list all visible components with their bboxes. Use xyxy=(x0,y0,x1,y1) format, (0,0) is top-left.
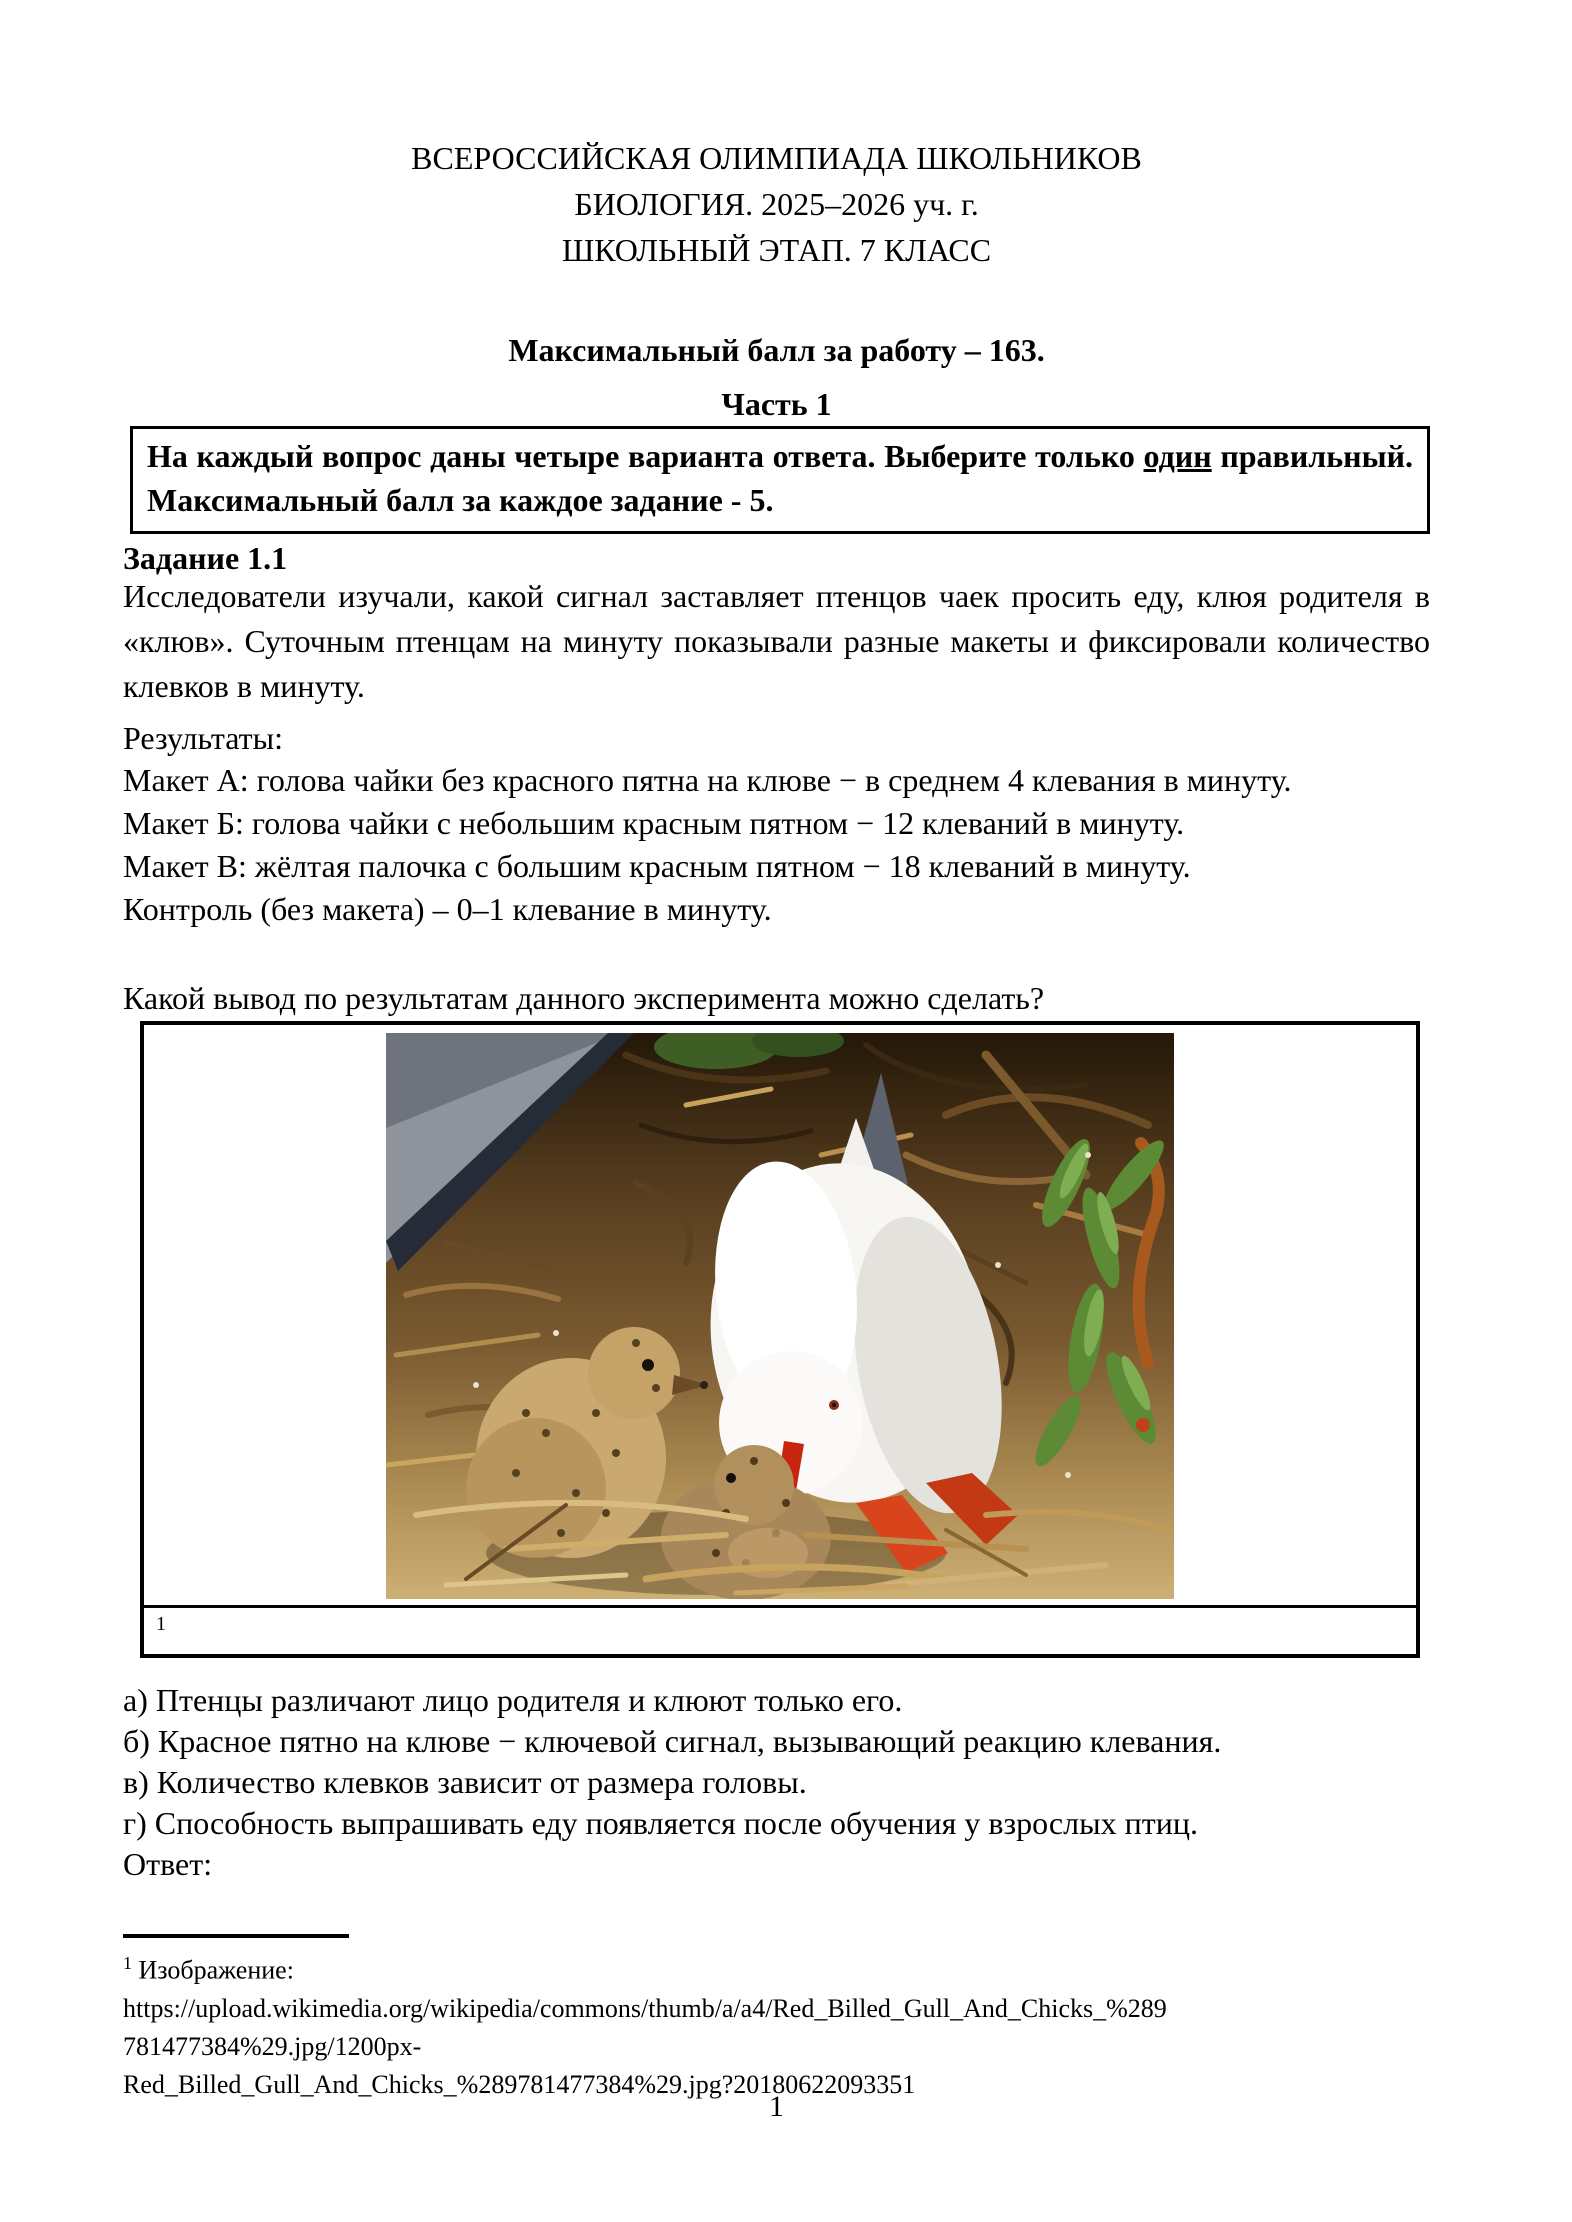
figure-caption-divider xyxy=(144,1605,1416,1608)
document-header xyxy=(123,135,1430,273)
figure-caption xyxy=(144,1610,1416,1654)
task-question: Какой вывод по результатам данного эксперимента можно сделать? xyxy=(123,980,1045,1016)
gull-photo-illustration xyxy=(386,1033,1174,1599)
footnote-marker: 1 xyxy=(123,1953,132,1973)
answer-options xyxy=(123,1680,1430,1885)
figure-footnote-marker: 1 xyxy=(156,1613,166,1635)
task-title: Задание 1.1 xyxy=(123,540,288,576)
task-intro: Исследователи изучали, какой сигнал заставляет птенцов чаек просить еду, клюя родителя в «клюв». Суточным птенцам на минуту показывали разные макеты и фиксировали количество клевков в минуту. xyxy=(123,578,1430,704)
result-maket-v: Макет В: жёлтая палочка с большим красным пятном − 18 клеваний в минуту. xyxy=(123,848,1191,884)
option-v: в) Количество клевков зависит от размера головы. xyxy=(123,1764,807,1800)
header-line-subject: БИОЛОГИЯ. 2025–2026 уч. г. xyxy=(574,186,979,222)
results-label: Результаты: xyxy=(123,720,283,756)
result-maket-b: Макет Б: голова чайки с небольшим красным пятном − 12 клеваний в минуту. xyxy=(123,805,1185,841)
footnote-divider xyxy=(123,1934,349,1938)
option-a: а) Птенцы различают лицо родителя и клюют только его. xyxy=(123,1682,903,1718)
max-score-line: Максимальный балл за работу – 163. xyxy=(508,332,1045,368)
header-line-olympiad: ВСЕРОССИЙСКАЯ ОЛИМПИАДА ШКОЛЬНИКОВ xyxy=(411,140,1142,176)
result-control: Контроль (без макета) – 0–1 клевание в минуту. xyxy=(123,891,772,927)
header-line-stage: ШКОЛЬНЫЙ ЭТАП. 7 КЛАСС xyxy=(561,232,992,268)
footnote xyxy=(123,1944,1430,2104)
footnote-label-line xyxy=(123,1944,1430,1990)
page-number: 1 xyxy=(769,2090,784,2123)
instruction-text-before: На каждый вопрос даны четыре варианта ответа. Выберите только xyxy=(147,438,1144,474)
footnote-url-line-3: Red_Billed_Gull_And_Chicks_%289781477384%29.jpg?20180622093351 xyxy=(123,2069,916,2099)
footnote-url-line-1: https://upload.wikimedia.org/wikipedia/commons/thumb/a/a4/Red_Billed_Gull_And_Chicks_%289 xyxy=(123,1993,1167,2023)
part-label: Часть 1 xyxy=(721,386,832,422)
instruction-box xyxy=(130,426,1430,534)
footnote-url-line-2: 781477384%29.jpg/1200px- xyxy=(123,2031,422,2061)
instruction-text-after: правильный. Максимальный балл за каждое задание - 5. xyxy=(147,438,1414,518)
option-g: г) Способность выпрашивать еду появляется после обучения у взрослых птиц. xyxy=(123,1805,1198,1841)
answer-label: Ответ: xyxy=(123,1846,213,1882)
figure-box xyxy=(140,1021,1420,1658)
gull-photo xyxy=(386,1033,1174,1599)
footnote-label: Изображение: xyxy=(138,1955,294,1985)
instruction-underlined-word: один xyxy=(1143,438,1212,474)
result-maket-a: Макет А: голова чайки без красного пятна на клюве − в среднем 4 клевания в минуту. xyxy=(123,762,1292,798)
option-b: б) Красное пятно на клюве − ключевой сигнал, вызывающий реакцию клевания. xyxy=(123,1723,1222,1759)
results-list xyxy=(123,759,1430,931)
